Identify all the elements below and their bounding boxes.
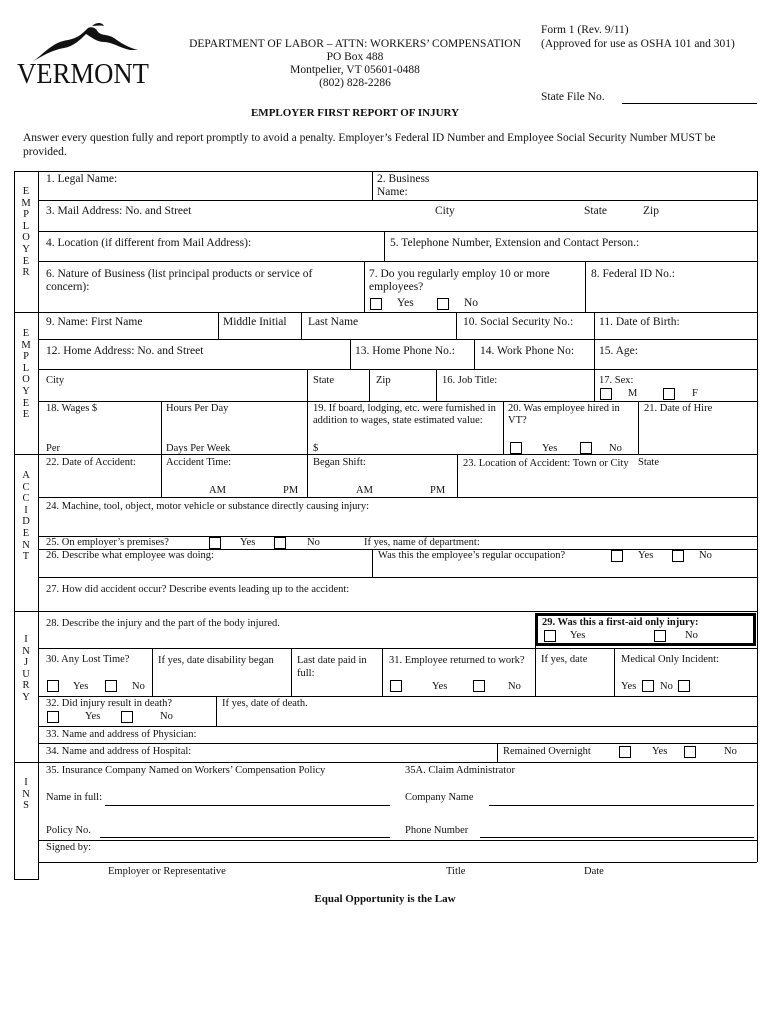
f35-insurance-company: 35. Insurance Company Named on Workers’ Compensation Policy <box>46 765 326 776</box>
f6-nature-of-business[interactable]: 6. Nature of Business (list principal products or service of concern): <box>46 268 313 294</box>
f8-federal-id[interactable]: 8. Federal ID No.: <box>591 268 675 280</box>
accident-time-pm: PM <box>283 485 299 496</box>
overnight-no-label: No <box>724 746 737 757</box>
f30-yes-checkbox[interactable] <box>47 680 59 692</box>
employer-representative: Employer or Representative <box>108 866 226 877</box>
f13-home-phone[interactable]: 13. Home Phone No.: <box>355 345 455 357</box>
f29-no-checkbox[interactable] <box>654 630 666 642</box>
f31-no-label: No <box>508 681 521 692</box>
form-title: EMPLOYER FIRST REPORT OF INJURY <box>250 107 460 119</box>
employee-state[interactable]: State <box>313 375 334 386</box>
f20-no-label: No <box>609 443 622 454</box>
company-name-field[interactable] <box>489 805 754 806</box>
instructions: Answer every question fully and report promptly to avoid a penalty. Employer’s Federal ID Number and Employee Social Security Number MUST be provided. <box>23 132 716 158</box>
f25-no-label: No <box>307 537 320 548</box>
f32-yes-checkbox[interactable] <box>47 711 59 723</box>
began-shift-pm: PM <box>430 485 446 496</box>
f26-employee-doing[interactable]: 26. Describe what employee was doing: <box>46 550 214 561</box>
f34-hospital[interactable]: 34. Name and address of Hospital: <box>46 746 192 757</box>
sign-date: Date <box>584 866 604 877</box>
f18-per[interactable]: Per <box>46 443 60 454</box>
po-box: PO Box 488 <box>326 51 384 63</box>
f1-legal-name[interactable]: 1. Legal Name: <box>46 173 118 185</box>
overnight-yes-label: Yes <box>652 746 668 757</box>
f31-no-checkbox[interactable] <box>473 680 485 692</box>
phone-number-label: Phone Number <box>405 825 469 836</box>
section-employee: E M P L O Y E E <box>21 328 31 421</box>
f9-first-name[interactable]: 9. Name: First Name <box>46 316 143 328</box>
f32-death: 32. Did injury result in death? <box>46 698 172 709</box>
f3-city[interactable]: City <box>435 205 455 217</box>
f25-on-premises: 25. On employer’s premises? <box>46 537 169 548</box>
f30-no-checkbox[interactable] <box>105 680 117 692</box>
f17-sex: 17. Sex: <box>599 375 634 386</box>
began-shift[interactable]: Began Shift: <box>313 457 366 468</box>
f32-date-of-death[interactable]: If yes, date of death. <box>222 698 308 709</box>
f29-yes-checkbox[interactable] <box>544 630 556 642</box>
f2-business-name[interactable]: 2. Business Name: <box>377 173 430 199</box>
f26-no-label: No <box>699 550 712 561</box>
f31-date[interactable]: If yes, date <box>541 654 588 665</box>
section-employer: E M P L O Y E R <box>21 186 31 279</box>
f9-middle-initial[interactable]: Middle Initial <box>223 316 287 328</box>
insurance-name-field[interactable] <box>105 805 390 806</box>
f22-date-of-accident[interactable]: 22. Date of Accident: <box>46 457 136 468</box>
phone-number-field[interactable] <box>480 837 754 838</box>
policy-no-field[interactable] <box>100 837 390 838</box>
f11-dob[interactable]: 11. Date of Birth: <box>599 316 680 328</box>
f20-yes-checkbox[interactable] <box>510 442 522 454</box>
f30-last-date-paid[interactable]: Last date paid in full: <box>297 655 367 679</box>
f25-yes-checkbox[interactable] <box>209 537 221 549</box>
f32-no-label: No <box>160 711 173 722</box>
sex-m-checkbox[interactable] <box>600 388 612 400</box>
f25-yes-label: Yes <box>240 537 256 548</box>
signed-by-label: Signed by: <box>46 842 92 853</box>
remained-overnight: Remained Overnight <box>503 746 591 757</box>
f5-telephone-contact[interactable]: 5. Telephone Number, Extension and Contact Person.: <box>390 237 640 249</box>
approved-note: (Approved for use as OSHA 101 and 301) <box>541 38 735 50</box>
f31-yes-label: Yes <box>432 681 448 692</box>
f26-no-checkbox[interactable] <box>672 550 684 562</box>
f16-job-title[interactable]: 16. Job Title: <box>442 375 498 386</box>
f12-home-address[interactable]: 12. Home Address: No. and Street <box>46 345 204 357</box>
f31-yes-checkbox[interactable] <box>390 680 402 692</box>
medical-no-checkbox[interactable] <box>678 680 690 692</box>
dept-phone: (802) 828-2286 <box>319 77 391 89</box>
sex-f-checkbox[interactable] <box>663 388 675 400</box>
sex-f-label: F <box>692 388 698 399</box>
sex-m-label: M <box>628 388 638 399</box>
f20-yes-label: Yes <box>542 443 558 454</box>
began-shift-am: AM <box>356 485 373 496</box>
f14-work-phone[interactable]: 14. Work Phone No: <box>480 345 575 357</box>
f9-last-name[interactable]: Last Name <box>308 316 359 328</box>
f10-ssn[interactable]: 10. Social Security No.: <box>463 316 574 328</box>
f31-returned-to-work: 31. Employee returned to work? <box>389 655 525 666</box>
accident-time[interactable]: Accident Time: <box>166 457 232 468</box>
f7-yes-label: Yes <box>397 297 414 309</box>
section-insurance: I N S <box>22 777 30 812</box>
f4-location[interactable]: 4. Location (if different from Mail Address): <box>46 237 252 249</box>
f21-date-of-hire[interactable]: 21. Date of Hire <box>644 403 713 414</box>
form-number: Form 1 (Rev. 9/11) <box>541 24 629 36</box>
medical-yes-checkbox[interactable] <box>642 680 654 692</box>
f25-no-checkbox[interactable] <box>274 537 286 549</box>
f19-board-lodging[interactable]: 19. If board, lodging, etc. were furnished in addition to wages, state estimated value: <box>313 403 496 426</box>
f28-describe-injury[interactable]: 28. Describe the injury and the part of the body injured. <box>46 618 280 629</box>
insurance-name-label: Name in full: <box>46 792 102 803</box>
f29-yes-label: Yes <box>570 630 586 641</box>
dept-city: Montpelier, VT 05601-0488 <box>290 64 420 76</box>
state-file-field[interactable] <box>622 103 757 104</box>
f29-first-aid-only: 29. Was this a first-aid only injury: <box>542 617 699 628</box>
medical-no-label: No <box>660 681 673 692</box>
f24-machine-tool[interactable]: 24. Machine, tool, object, motor vehicle or substance directly causing injury: <box>46 501 370 512</box>
f19-dollar: $ <box>313 443 319 454</box>
f30-yes-label: Yes <box>73 681 89 692</box>
company-name-label: Company Name <box>405 792 474 803</box>
signature-line[interactable] <box>38 862 757 863</box>
f30-date-disability[interactable]: If yes, date disability began <box>158 655 274 666</box>
f23-state[interactable]: State <box>638 457 659 468</box>
f29-no-label: No <box>685 630 698 641</box>
section-injury: I N J U R Y <box>22 634 30 703</box>
f3-zip[interactable]: Zip <box>643 205 659 217</box>
f30-no-label: No <box>132 681 145 692</box>
f30-lost-time: 30. Any Lost Time? <box>46 654 130 665</box>
f7-no-label: No <box>464 297 479 309</box>
dept-line: DEPARTMENT OF LABOR – ATTN: WORKERS’ COMPENSATION <box>189 38 521 50</box>
f18-days-per-week[interactable]: Days Per Week <box>166 443 231 454</box>
f33-physician[interactable]: 33. Name and address of Physician: <box>46 729 197 740</box>
medical-only-incident: Medical Only Incident: <box>621 654 719 665</box>
f32-no-checkbox[interactable] <box>121 711 133 723</box>
f7-no-checkbox[interactable] <box>437 298 449 310</box>
f18-wages[interactable]: 18. Wages $ <box>46 403 98 414</box>
f27-how-did-accident-occur[interactable]: 27. How did accident occur? Describe events leading up to the accident: <box>46 584 350 595</box>
policy-no-label: Policy No. <box>46 825 91 836</box>
f18-hours-per-day[interactable]: Hours Per Day <box>166 403 229 414</box>
employee-zip[interactable]: Zip <box>376 375 391 386</box>
employee-city[interactable]: City <box>46 375 65 386</box>
state-file-label: State File No. <box>541 91 605 103</box>
f20-hired-vt: 20. Was employee hired in VT? <box>508 403 620 426</box>
f7-employ-10: 7. Do you regularly employ 10 or more employees? <box>369 268 550 294</box>
f25-department[interactable]: If yes, name of department: <box>364 537 480 548</box>
overnight-yes-checkbox[interactable] <box>619 746 631 758</box>
f26-yes-label: Yes <box>638 550 654 561</box>
accident-time-am: AM <box>209 485 226 496</box>
section-accident: A C C I D E N T <box>22 470 30 563</box>
f35a-claim-administrator: 35A. Claim Administrator <box>405 765 515 776</box>
f26-yes-checkbox[interactable] <box>611 550 623 562</box>
f3-state[interactable]: State <box>584 205 607 217</box>
medical-yes-label: Yes <box>621 681 637 692</box>
f3-mail-address[interactable]: 3. Mail Address: No. and Street <box>46 205 192 217</box>
overnight-no-checkbox[interactable] <box>684 746 696 758</box>
f23-location-of-accident[interactable]: 23. Location of Accident: Town or City <box>463 458 629 469</box>
sign-title: Title <box>446 866 466 877</box>
f7-yes-checkbox[interactable] <box>370 298 382 310</box>
f32-yes-label: Yes <box>85 711 101 722</box>
vermont-logo-text: VERMONT <box>17 58 149 90</box>
f26-regular-occupation: Was this the employee’s regular occupation? <box>378 550 566 561</box>
footer-equal-opportunity: Equal Opportunity is the Law <box>314 893 456 905</box>
f15-age[interactable]: 15. Age: <box>599 345 638 357</box>
f20-no-checkbox[interactable] <box>580 442 592 454</box>
